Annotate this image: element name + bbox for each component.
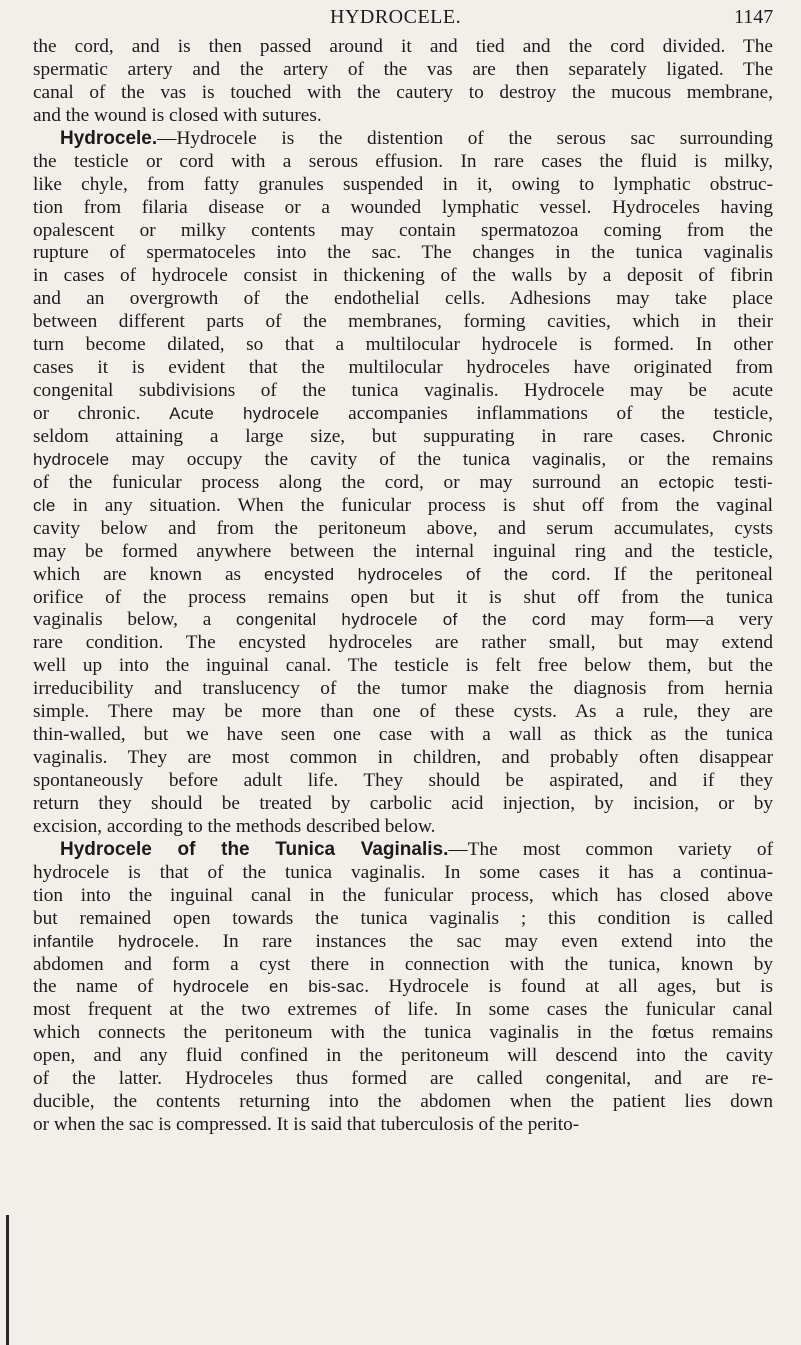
text-run: cavity below and from the peritoneum above, and serum accumulates, cysts: [33, 517, 773, 539]
text-run: the cord, and is then passed around it and tied and the cord divided. The: [33, 36, 773, 57]
text-line: [33, 954, 773, 977]
text-run: most frequent at the two extremes of life. In some cases the funicular canal: [33, 999, 773, 1021]
text-run: turn become dilated, so that a multilocular hydrocele is formed. In other: [33, 334, 773, 356]
text-line: [33, 816, 773, 839]
emphasized-term: ectopic testi-: [658, 472, 773, 492]
text-run: simple. There may be more than one of these cysts. As a rule, they are: [33, 701, 773, 723]
text-line: [33, 862, 773, 885]
text-run: canal of the vas is touched with the cautery to destroy the mucous membrane,: [33, 81, 773, 103]
text-run: , or the remains: [601, 448, 773, 470]
text-line: [33, 976, 773, 999]
text-line: [33, 632, 773, 655]
text-line: [33, 999, 773, 1022]
text-run: —Hydrocele is the distention of the serous sac surrounding: [157, 127, 773, 149]
text-line: [33, 1068, 773, 1091]
text-line: [33, 541, 773, 564]
text-run: of the funicular process along the cord, or may surround an: [33, 471, 659, 493]
text-run: vaginalis. They are most common in children, and probably often disappear: [33, 747, 773, 769]
emphasized-term: infantile hydrocele: [33, 931, 195, 951]
text-line: [33, 587, 773, 610]
running-head: HYDROCELE.: [330, 6, 462, 28]
text-line: [33, 839, 773, 862]
text-line: [33, 724, 773, 747]
text-line: [33, 770, 773, 793]
text-run: . If the peritoneal: [585, 563, 773, 585]
text-run: ducible, the contents returning into the abdomen when the patient lies down: [33, 1091, 773, 1113]
text-line: [33, 128, 773, 151]
text-run: well up into the inguinal canal. The testicle is felt free below them, but the: [33, 655, 773, 677]
text-run: thin-walled, but we have seen one case with a wall as thick as the tunica: [33, 724, 773, 746]
text-line: [33, 59, 773, 82]
page-number: 1147: [734, 6, 774, 28]
section-heading: Hydrocele.: [60, 127, 158, 149]
text-run: excision, according to the methods described below.: [33, 815, 436, 837]
page-edge-line: [6, 1215, 9, 1345]
text-line: [33, 151, 773, 174]
text-run: hydrocele is that of the tunica vaginalis. In some cases it has a continua-: [33, 861, 773, 883]
text-run: rare condition. The encysted hydroceles are rather small, but may extend: [33, 632, 773, 654]
emphasized-term: congenital: [545, 1069, 627, 1089]
text-run: open, and any fluid confined in the peritoneum will descend into the cavity: [33, 1045, 773, 1067]
text-run: may form—a very: [566, 609, 773, 631]
text-run: like chyle, from fatty granules suspended in it, owing to lymphatic obstruc-: [33, 173, 773, 195]
text-line: [33, 609, 773, 632]
text-run: or chronic.: [33, 403, 170, 424]
text-line: [33, 265, 773, 288]
emphasized-term: hydrocele en bis-sac: [172, 977, 365, 997]
text-line: [33, 678, 773, 701]
text-line: [33, 1091, 773, 1114]
text-run: cases it is evident that the multilocular hydroceles have originated from: [33, 357, 773, 379]
text-line: [33, 242, 773, 265]
text-run: return they should be treated by carbolic acid injection, by incision, or by: [33, 792, 773, 814]
text-line: [33, 931, 773, 954]
text-line: [33, 334, 773, 357]
text-run: —The most common variety of: [448, 838, 773, 860]
text-line: [33, 518, 773, 541]
text-line: [33, 701, 773, 724]
text-line: [33, 174, 773, 197]
emphasized-term: encysted hydroceles of the cord: [264, 564, 586, 584]
text-run: which connects the peritoneum with the tunica vaginalis in the fœtus remains: [33, 1022, 773, 1044]
text-run: opalescent or milky contents may contain spermatozoa coming from the: [33, 219, 773, 241]
text-line: [33, 885, 773, 908]
text-run: of the latter. Hydroceles thus formed are called: [33, 1068, 546, 1090]
text-run: . Hydrocele is found at all ages, but is: [364, 976, 773, 998]
emphasized-term: Acute hydrocele: [169, 404, 320, 423]
text-run: between different parts of the membranes, forming cavities, which in their: [33, 311, 773, 333]
emphasized-term: cle: [33, 495, 56, 515]
text-line: [33, 197, 773, 220]
text-line: [33, 105, 773, 128]
text-run: . In rare instances the sac may even extend into the: [194, 930, 773, 952]
text-run: which are known as: [33, 563, 264, 585]
text-line: [33, 564, 773, 587]
text-run: spontaneously before adult life. They should be aspirated, and if they: [33, 770, 773, 791]
text-run: or when the sac is compressed. It is said that tuberculosis of the perito-: [33, 1114, 580, 1136]
text-run: , and are re-: [626, 1068, 773, 1090]
text-run: tion into the inguinal canal in the funicular process, which has closed above: [33, 884, 773, 906]
text-line: [33, 1114, 773, 1137]
emphasized-term: congenital hydrocele of the cord: [235, 610, 567, 630]
text-run: irreducibility and translucency of the tumor make the diagnosis from hernia: [33, 678, 773, 700]
text-run: the testicle or cord with a serous effusion. In rare cases the fluid is milky,: [33, 150, 773, 172]
text-line: [33, 747, 773, 770]
text-line: [33, 655, 773, 678]
text-line: [33, 36, 773, 59]
text-run: may occupy the cavity of the: [109, 448, 464, 470]
text-line: [33, 403, 773, 426]
text-run: rupture of spermatoceles into the sac. The changes in the tunica vaginalis: [33, 242, 773, 264]
text-run: but remained open towards the tunica vaginalis ; this condition is called: [33, 907, 773, 929]
body-text: [33, 36, 773, 1137]
text-line: [33, 357, 773, 380]
text-run: may be formed anywhere between the internal inguinal ring and the testicle,: [33, 540, 773, 562]
text-line: [33, 288, 773, 311]
text-run: seldom attaining a large size, but suppurating in rare cases.: [33, 425, 713, 447]
text-line: [33, 426, 773, 449]
text-run: congenital subdivisions of the tunica vaginalis. Hydrocele may be acute: [33, 380, 773, 402]
text-run: in any situation. When the funicular process is shut off from the vaginal: [55, 494, 773, 516]
text-run: orifice of the process remains open but it is shut off from the tunica: [33, 586, 773, 608]
text-run: vaginalis below, a: [33, 609, 236, 631]
text-run: the name of: [33, 976, 173, 998]
text-run: tion from filaria disease or a wounded lymphatic vessel. Hydroceles having: [33, 196, 773, 218]
text-line: [33, 495, 773, 518]
text-run: accompanies inflammations of the testicle,: [319, 403, 773, 424]
emphasized-term: hydrocele: [33, 449, 110, 469]
text-run: and an overgrowth of the endothelial cells. Adhesions may take place: [33, 288, 773, 310]
text-run: in cases of hydrocele consist in thickening of the walls by a deposit of fibrin: [33, 265, 773, 287]
text-line: [33, 793, 773, 816]
text-run: and the wound is closed with sutures.: [33, 104, 322, 126]
text-line: [33, 1022, 773, 1045]
text-run: abdomen and form a cyst there in connection with the tunica, known by: [33, 953, 773, 975]
text-line: [33, 311, 773, 334]
text-line: [33, 472, 773, 495]
emphasized-term: Chronic: [712, 426, 773, 446]
text-line: [33, 220, 773, 243]
section-heading: Hydrocele of the Tunica Vaginalis.: [60, 838, 449, 860]
text-line: [33, 908, 773, 931]
text-line: [33, 449, 773, 472]
text-run: spermatic artery and the artery of the vas are then separately ligated. The: [33, 58, 773, 80]
text-line: [33, 82, 773, 105]
text-line: [33, 1045, 773, 1068]
page-header: [0, 0, 801, 40]
emphasized-term: tunica vaginalis: [463, 449, 602, 469]
text-line: [33, 380, 773, 403]
